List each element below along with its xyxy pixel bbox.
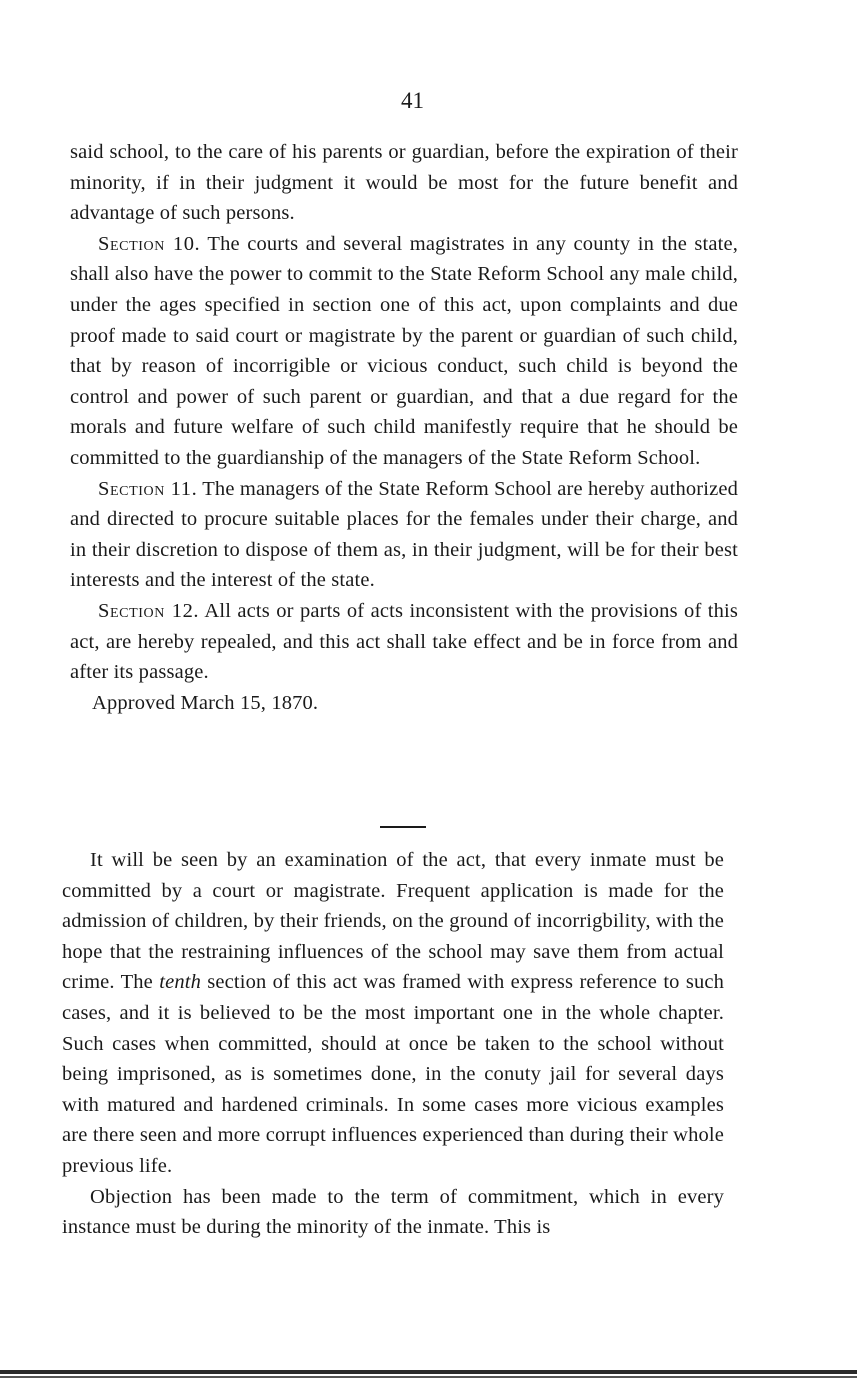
page-bottom-edge	[0, 1370, 857, 1374]
section-12-paragraph	[70, 596, 738, 688]
commentary-paragraph-2: Objection has been made to the term of commitment, which in every instance must be during the minority of the inmate. This is	[62, 1185, 724, 1239]
section-divider	[380, 826, 426, 828]
section-11-label: Section 11.	[98, 477, 198, 500]
commentary-text	[62, 845, 724, 1243]
approved-date: Approved March 15, 1870.	[92, 691, 319, 714]
section-12-label: Section 12.	[98, 599, 200, 622]
commentary-p1-emphasis: tenth	[159, 971, 201, 994]
commentary-paragraph-1	[62, 845, 724, 1182]
section-10-paragraph	[70, 229, 738, 474]
continuation-paragraph: said school, to the care of his parents or guardian, before the expiration of their minority, if in their judgment it would be most for the future benefit and advantage of such persons.	[70, 141, 738, 225]
section-12-text: All acts or parts of acts inconsistent with the provisions of this act, are hereby repealed, and this act shall take effect and be in force from and after its passage.	[70, 599, 738, 684]
section-10-label: Section 10.	[98, 232, 201, 255]
section-11-text: The managers of the State Reform School are hereby authorized and directed to procure suitable places for the females under their charge, and in their discretion to dispose of them as, in their judgment, will be for their best interests and the interest of the state.	[70, 477, 738, 592]
commentary-p1-end: section of this act was framed with express reference to such cases, and it is believed to be the most important one in the whole chapter. Such cases when committed, should at once be taken to the school without being imprisoned, as is sometimes done, in the conuty jail for several days with matured and hardened criminals. In some cases more vicious examples are there seen and more corrupt influences experienced than during their whole previous life.	[62, 971, 725, 1177]
section-10-text: The courts and several magistrates in any county in the state, shall also have the power to commit to the State Reform School any male child, under the ages specified in section one of this act, upon complaints and due proof made to said court or magistrate by the parent or guardian of such child, that by reason of incorrigible or vicious conduct, such child is beyond the control and power of such parent or guardian, and that a due regard for the morals and future welfare of such child manifestly require that he should be committed to the guardianship of the managers of the State Reform School.	[70, 232, 739, 469]
page-number: 41	[401, 88, 424, 113]
section-11-paragraph	[70, 474, 738, 596]
statute-text	[70, 137, 738, 718]
page-bottom-edge-shadow	[0, 1376, 857, 1378]
commentary-p1-start: It will be seen by an examination of the act, that every inmate must be committed by a court or magistrate. Frequent application is made for the admission of children, by their friends, on the ground of incorrigbility, with the hope that the restraining influences of the school may save them from actual crime. The	[62, 849, 724, 994]
